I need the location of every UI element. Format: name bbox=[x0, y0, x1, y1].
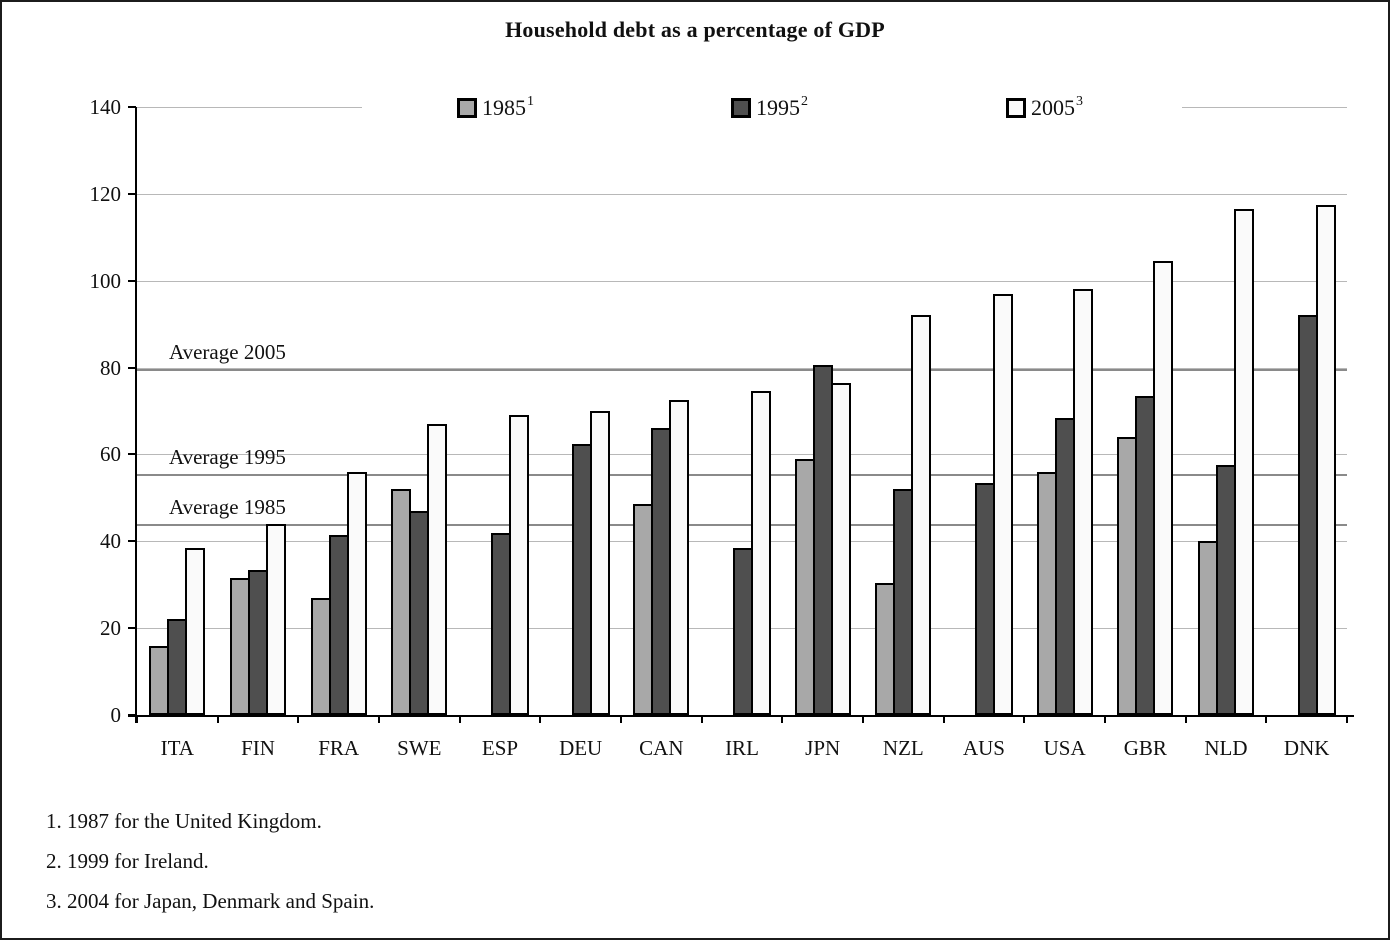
legend bbox=[362, 92, 1182, 128]
bar-2005-ita bbox=[185, 548, 205, 715]
y-axis-line bbox=[135, 107, 137, 723]
bar-2005-jpn bbox=[831, 383, 851, 715]
bar-group-nzl bbox=[863, 107, 944, 715]
y-tick-label-60: 60 bbox=[100, 442, 121, 467]
bar-group-nld bbox=[1186, 107, 1267, 715]
y-tick-100 bbox=[128, 280, 136, 282]
y-tick-label-140: 140 bbox=[89, 95, 121, 119]
category-label-esp: ESP bbox=[481, 736, 519, 760]
bar-2005-nld bbox=[1234, 209, 1254, 715]
bar-1985-ita bbox=[149, 646, 169, 715]
legend-swatch-1995 bbox=[731, 98, 751, 118]
bar-group-can bbox=[621, 107, 702, 715]
category-label-fin: FIN bbox=[241, 736, 275, 760]
bar-group-fin bbox=[218, 107, 299, 715]
y-tick-80 bbox=[128, 367, 136, 369]
bar-1985-can bbox=[633, 504, 653, 715]
bar-1995-aus bbox=[975, 483, 995, 715]
bar-2005-can bbox=[669, 400, 689, 715]
footnote-3: 3. 2004 for Japan, Denmark and Spain. bbox=[46, 889, 375, 913]
bar-1985-fin bbox=[230, 578, 250, 715]
category-label-fra: FRA bbox=[318, 736, 360, 760]
bar-2005-fin bbox=[266, 524, 286, 715]
y-tick-20 bbox=[128, 627, 136, 629]
bar-2005-deu bbox=[590, 411, 610, 715]
y-tick-label-100: 100 bbox=[89, 268, 121, 293]
reference-line-label: Average 1995 bbox=[169, 444, 286, 469]
bar-group-gbr bbox=[1105, 107, 1186, 715]
bar-group-dnk bbox=[1266, 107, 1347, 715]
footnote-1: 1. 1987 for the United Kingdom. bbox=[46, 809, 322, 833]
x-tick-13 bbox=[1185, 715, 1187, 723]
x-tick-2 bbox=[297, 715, 299, 723]
bar-2005-swe bbox=[427, 424, 447, 715]
bar-2005-usa bbox=[1073, 289, 1093, 715]
y-tick-0 bbox=[128, 714, 136, 716]
x-tick-0 bbox=[136, 715, 138, 723]
bar-1995-deu bbox=[572, 444, 592, 715]
bar-1985-usa bbox=[1037, 472, 1057, 715]
bar-group-aus bbox=[944, 107, 1025, 715]
bar-group-fra bbox=[298, 107, 379, 715]
bar-2005-aus bbox=[993, 294, 1013, 715]
x-tick-11 bbox=[1023, 715, 1025, 723]
bar-1995-esp bbox=[491, 533, 511, 715]
legend-item-1985 bbox=[457, 95, 533, 121]
bar-2005-nzl bbox=[911, 315, 931, 715]
bar-2005-fra bbox=[347, 472, 367, 715]
bar-1995-nld bbox=[1216, 465, 1236, 715]
category-label-dnk: DNK bbox=[1283, 736, 1330, 760]
category-label-nzl: NZL bbox=[882, 736, 924, 760]
y-tick-140 bbox=[128, 106, 136, 108]
category-label-gbr: GBR bbox=[1123, 736, 1167, 760]
footnote-2: 2. 1999 for Ireland. bbox=[46, 849, 209, 873]
bar-1985-nzl bbox=[875, 583, 895, 715]
category-label-deu: DEU bbox=[559, 736, 603, 760]
bar-1995-gbr bbox=[1135, 396, 1155, 715]
category-label-nld: NLD bbox=[1204, 736, 1248, 760]
x-tick-9 bbox=[862, 715, 864, 723]
bar-1985-swe bbox=[391, 489, 411, 715]
footnotes bbox=[46, 808, 374, 928]
bar-1995-jpn bbox=[813, 365, 833, 715]
x-tick-5 bbox=[539, 715, 541, 723]
y-tick-120 bbox=[128, 193, 136, 195]
bar-group-usa bbox=[1024, 107, 1105, 715]
legend-label-1985: 1985$^1$ bbox=[482, 93, 534, 120]
legend-swatch-2005 bbox=[1006, 98, 1026, 118]
legend-label-1995: 1995$^2$ bbox=[756, 93, 808, 120]
x-tick-3 bbox=[378, 715, 380, 723]
y-tick-label-120: 120 bbox=[89, 181, 121, 206]
bar-1995-irl bbox=[733, 548, 753, 715]
bar-1995-can bbox=[651, 428, 671, 715]
x-tick-6 bbox=[620, 715, 622, 723]
chart-title: Household debt as a percentage of GDP bbox=[505, 17, 885, 42]
x-tick-7 bbox=[701, 715, 703, 723]
y-tick-label-40: 40 bbox=[100, 529, 121, 554]
category-label-irl: IRL bbox=[725, 736, 759, 760]
y-tick-60 bbox=[128, 453, 136, 455]
x-tick-15 bbox=[1346, 715, 1348, 723]
category-label-ita: ITA bbox=[160, 736, 194, 760]
bar-group-irl bbox=[702, 107, 783, 715]
x-tick-1 bbox=[217, 715, 219, 723]
legend-label-2005: 2005$^3$ bbox=[1031, 93, 1083, 120]
bar-1995-usa bbox=[1055, 418, 1075, 715]
reference-line-label: Average 2005 bbox=[169, 340, 286, 365]
category-label-can: CAN bbox=[639, 736, 684, 760]
y-tick-label-20: 20 bbox=[100, 616, 121, 641]
bar-2005-esp bbox=[509, 415, 529, 715]
bar-2005-irl bbox=[751, 391, 771, 715]
bar-group-swe bbox=[379, 107, 460, 715]
legend-footnote-marker-1: 1 bbox=[527, 93, 534, 109]
x-tick-8 bbox=[781, 715, 783, 723]
category-label-jpn: JPN bbox=[805, 736, 841, 760]
bar-1995-fra bbox=[329, 535, 349, 715]
bar-group-ita bbox=[137, 107, 218, 715]
y-tick-label-80: 80 bbox=[100, 355, 121, 380]
bar-2005-gbr bbox=[1153, 261, 1173, 715]
legend-footnote-marker-3: 3 bbox=[1076, 93, 1083, 109]
legend-swatch-1985 bbox=[457, 98, 477, 118]
bar-1985-jpn bbox=[795, 459, 815, 715]
legend-item-1995 bbox=[731, 95, 807, 121]
bar-2005-dnk bbox=[1316, 205, 1336, 715]
bar-1985-gbr bbox=[1117, 437, 1137, 715]
x-axis-line bbox=[128, 715, 1354, 717]
category-label-usa: USA bbox=[1043, 736, 1086, 760]
legend-footnote-marker-2: 2 bbox=[801, 93, 808, 109]
bar-1995-fin bbox=[248, 570, 268, 715]
x-tick-10 bbox=[943, 715, 945, 723]
bar-group-jpn bbox=[782, 107, 863, 715]
y-tick-label-0: 0 bbox=[110, 703, 121, 727]
bar-1995-swe bbox=[409, 511, 429, 715]
bar-1985-nld bbox=[1198, 541, 1218, 715]
x-tick-4 bbox=[459, 715, 461, 723]
bar-1995-ita bbox=[167, 619, 187, 715]
legend-item-2005 bbox=[1006, 95, 1082, 121]
bar-group-deu bbox=[540, 107, 621, 715]
bar-group-esp bbox=[460, 107, 541, 715]
reference-line-label: Average 1985 bbox=[169, 495, 286, 520]
bar-1985-fra bbox=[311, 598, 331, 715]
category-label-swe: SWE bbox=[397, 736, 442, 760]
category-label-aus: AUS bbox=[962, 736, 1005, 760]
bar-1995-nzl bbox=[893, 489, 913, 715]
x-tick-12 bbox=[1104, 715, 1106, 723]
bar-1995-dnk bbox=[1298, 315, 1318, 715]
x-tick-14 bbox=[1265, 715, 1267, 723]
y-tick-40 bbox=[128, 540, 136, 542]
